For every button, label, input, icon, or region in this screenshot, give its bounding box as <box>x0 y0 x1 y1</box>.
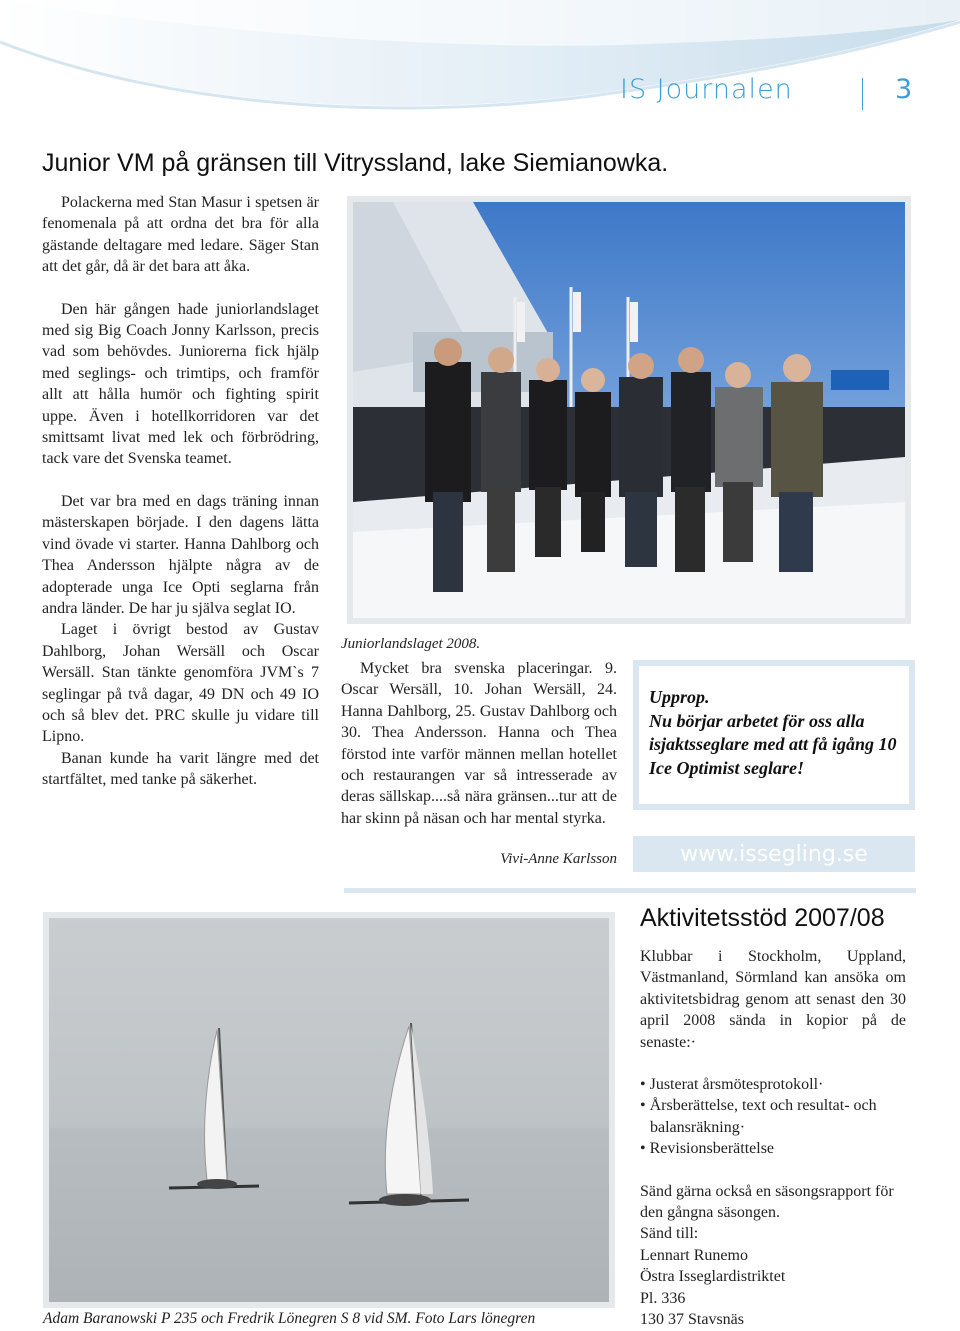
send-line: Pl. 336 <box>640 1289 686 1307</box>
team-photo-illustration <box>353 202 905 618</box>
journal-name: IS Journalen <box>620 74 793 105</box>
team-photo <box>347 196 911 624</box>
header-separator <box>862 78 863 110</box>
article-middle-column <box>341 658 617 829</box>
article-left-column <box>42 192 319 791</box>
website-link[interactable]: www.issegling.se <box>633 836 915 872</box>
article-paragraph: Det var bra med en dags träning innan mästerskapen började. I den dagens lätta vind övade vi starter. Hanna Dahlborg och Thea Andersson hjälpte några av de adopterade unga Ice Opti seglarna från andra länder. De har ju själva seglat IO. <box>42 492 319 617</box>
iceboats-photo-caption: Adam Baranowski P 235 och Fredrik Lönegren S 8 vid SM. Foto Lars lönegren <box>43 1310 536 1327</box>
send-line: Sänd till: <box>640 1225 699 1243</box>
list-item: • Årsberättelse, text och resultat- och balansräkning· <box>640 1097 877 1136</box>
article-headline: Junior VM på gränsen till Vitryssland, lake Siemianowka. <box>42 149 669 177</box>
send-line: 130 37 Stavsnäs <box>640 1311 744 1329</box>
upprop-title: Upprop. <box>649 687 710 707</box>
aktivitetsstod-intro: Klubbar i Stockholm, Uppland, Västmanland, Sörmland kan ansöka om aktivitetsbidrag genom att senast den 30 april 2008 sända in kopior på de senaste:· <box>640 948 906 1051</box>
list-item: • Justerat årsmötesprotokoll· <box>640 1076 824 1094</box>
aktivitetsstod-column <box>640 946 906 1331</box>
send-line: Lennart Runemo <box>640 1246 748 1264</box>
section-divider <box>344 888 916 893</box>
article-paragraph: Laget i övrigt bestod av Gustav Dahlborg, Johan Wersäll och Oscar Wersäll. Stan tänkte genomföra JVM`s 7 seglingar på två dagar, 49 DN och 49 IO och så blev det. PRC skulle ju vidare till Lipno. <box>42 621 319 746</box>
iceboats-photo <box>43 912 615 1308</box>
aktivitetsstod-title: Aktivitetsstöd 2007/08 <box>640 904 885 932</box>
article-paragraph: Banan kunde ha varit längre med det startfältet, med tanke på säkerhet. <box>42 749 319 789</box>
iceboats-photo-illustration <box>49 918 609 1302</box>
article-paragraph: Den här gången hade juniorlandslaget med sig Big Coach Jonny Karlsson, precis vad som behövdes. Juniorerna fick hjälp med seglings- och trimtips, och framför allt att hålla humör och fighting spirit uppe. Även i hotellkorridoren var det smittsamt livat med lek och förbrödring, tack vare det Svenska teamet. <box>42 300 319 468</box>
page-number: 3 <box>895 74 913 105</box>
article-paragraph: Polackerna med Stan Masur i spetsen är fenomenala på att ordna det bra för alla gästande deltagare med ledare. Säger Stan att det går, då är det bara att åka. <box>42 194 319 276</box>
upprop-content <box>639 666 909 804</box>
article-signature: Vivi-Anne Karlsson <box>500 851 617 867</box>
send-line: Östra Isseglardistriktet <box>640 1268 786 1286</box>
document-list <box>640 1074 906 1160</box>
send-info <box>640 1181 906 1331</box>
upprop-text: Nu börjar arbetet för oss alla isjaktsseglare med att få igång 10 Ice Optimist seglare! <box>649 710 897 778</box>
send-line: Sänd gärna också en säsongsrapport för den gångna säsongen. <box>640 1182 894 1222</box>
list-item: • Revisionsberättelse <box>640 1140 775 1158</box>
article-paragraph: Mycket bra svenska placeringar. 9. Oscar Wersäll, 10. Johan Wersäll, 24. Hanna Dahlborg, 25. Gustav Dahlborg och 30. Thea Andersson. Hanna och Thea förstod inte varför männen mellan hotellet och restaurangen var så intresserade av deras sällskap....så nära gränsen...tur att de har skinn på näsan och har mental styrka. <box>341 660 617 827</box>
team-photo-caption: Juniorlandslaget 2008. <box>341 636 481 652</box>
upprop-box <box>633 660 915 810</box>
